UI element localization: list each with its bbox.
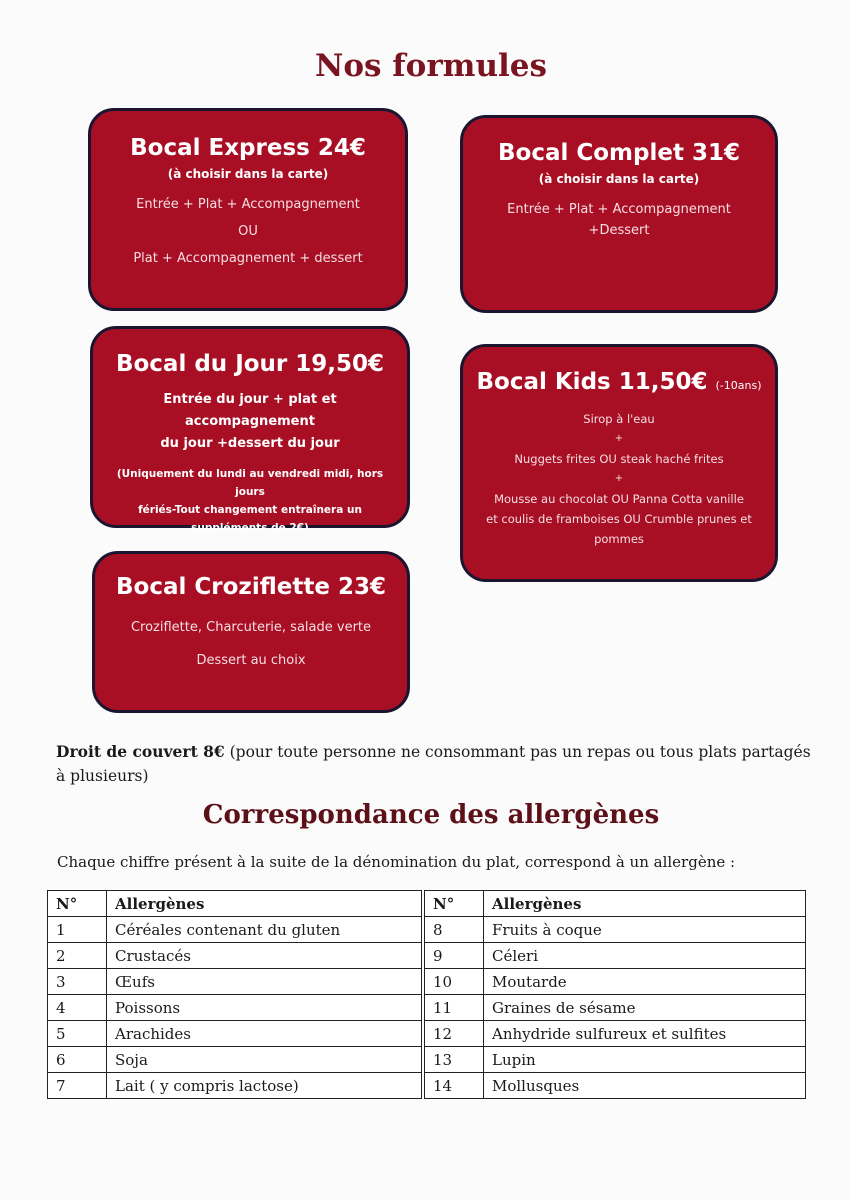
formule-card-kids: [460, 344, 778, 582]
table-row: [425, 969, 806, 995]
allergen-name: Lait ( y compris lactose): [107, 1073, 422, 1099]
table-row: [425, 995, 806, 1021]
allergen-name: Poissons: [107, 995, 422, 1021]
table-row: [48, 943, 422, 969]
allergen-number: 11: [425, 995, 484, 1021]
allergen-name: Soja: [107, 1047, 422, 1073]
allergens-title: Correspondance des allergènes: [202, 800, 660, 830]
formule-item: Mousse au chocolat OU Panna Cotta vanille: [494, 492, 744, 506]
table-row: [48, 969, 422, 995]
formule-note: (Uniquement du lundi au vendredi midi, hors jours: [116, 468, 384, 498]
formule-line: Croziflette, Charcuterie, salade verte: [130, 620, 372, 635]
formule-name: Bocal Croziflette 23€: [116, 574, 386, 600]
allergen-name: Mollusques: [484, 1073, 806, 1099]
allergen-number: 7: [48, 1073, 107, 1099]
allergen-number: 1: [48, 917, 107, 943]
allergen-name: Crustacés: [107, 943, 422, 969]
formule-card-complet: [460, 115, 778, 313]
allergen-number: 13: [425, 1047, 484, 1073]
couvert-notice: [56, 740, 816, 788]
table-row: [425, 1073, 806, 1099]
column-header-number: N°: [425, 891, 484, 917]
allergen-number: 8: [425, 917, 484, 943]
formule-subtitle: (à choisir dans la carte): [538, 172, 700, 186]
table-header-row: [425, 891, 806, 917]
table-row: [48, 995, 422, 1021]
allergen-number: 12: [425, 1021, 484, 1047]
column-header-allergen: Allergènes: [484, 891, 806, 917]
table-row: [425, 1047, 806, 1073]
allergens-intro: Chaque chiffre présent à la suite de la dénomination du plat, correspond à un allergène :: [57, 853, 736, 871]
formule-item: Sirop à l'eau: [583, 412, 655, 426]
table-row: [48, 1021, 422, 1047]
formule-note: suppléments de 2€): [191, 522, 309, 534]
table-header-row: [48, 891, 422, 917]
table-row: [48, 1073, 422, 1099]
formule-line: Entrée + Plat + Accompagnement: [136, 197, 360, 212]
formule-item: et coulis de framboises OU Crumble prunes et: [486, 512, 752, 526]
allergen-number: 3: [48, 969, 107, 995]
formule-name: Bocal Complet 31€: [498, 140, 740, 166]
allergen-number: 5: [48, 1021, 107, 1047]
table-row: [425, 943, 806, 969]
formule-name: Bocal du Jour 19,50€: [115, 351, 385, 377]
couvert-label: Droit de couvert 8€: [56, 742, 225, 761]
allergen-number: 6: [48, 1047, 107, 1073]
formule-line: Entrée + Plat + Accompagnement: [507, 202, 731, 217]
formule-card-croziflette: [92, 551, 410, 713]
allergen-name: Céréales contenant du gluten: [107, 917, 422, 943]
formule-age: (-10ans): [715, 379, 762, 392]
formule-line: +Dessert: [588, 223, 650, 238]
formule-name: Bocal Express 24€: [130, 135, 366, 161]
allergen-number: 2: [48, 943, 107, 969]
formule-item: pommes: [594, 532, 644, 546]
page-title: Nos formules: [315, 48, 547, 84]
allergens-table-right: [424, 890, 806, 1099]
allergen-name: Œufs: [107, 969, 422, 995]
allergen-name: Anhydride sulfureux et sulfites: [484, 1021, 806, 1047]
formule-card-jour: [90, 326, 410, 534]
allergen-name: Graines de sésame: [484, 995, 806, 1021]
table-row: [425, 1021, 806, 1047]
table-row: [48, 917, 422, 943]
formule-name: [475, 369, 763, 395]
column-header-number: N°: [48, 891, 107, 917]
plus-sign: +: [614, 433, 624, 444]
formule-line: Dessert au choix: [196, 653, 306, 668]
formule-line: Entrée du jour + plat et accompagnement: [163, 392, 337, 429]
allergens-table-left: [47, 890, 422, 1099]
formule-item: Nuggets frites OU steak haché frites: [514, 452, 724, 466]
allergen-name: Lupin: [484, 1047, 806, 1073]
plus-sign: +: [614, 473, 624, 484]
allergen-number: 4: [48, 995, 107, 1021]
formule-name-text: Bocal Kids 11,50€: [476, 369, 708, 395]
formule-note: fériés-Tout changement entraînera un: [138, 504, 362, 516]
allergen-name: Fruits à coque: [484, 917, 806, 943]
formule-or: OU: [238, 224, 258, 239]
formule-line: du jour +dessert du jour: [160, 436, 340, 451]
allergen-number: 10: [425, 969, 484, 995]
formule-line: Plat + Accompagnement + dessert: [133, 251, 363, 266]
formule-card-express: [88, 108, 408, 311]
allergen-name: Céleri: [484, 943, 806, 969]
formule-subtitle: (à choisir dans la carte): [167, 167, 329, 181]
table-row: [48, 1047, 422, 1073]
column-header-allergen: Allergènes: [107, 891, 422, 917]
allergen-number: 14: [425, 1073, 484, 1099]
table-row: [425, 917, 806, 943]
couvert-text: (pour toute personne ne consommant pas un repas ou tous plats partagés à plusieurs): [56, 743, 811, 785]
allergen-name: Moutarde: [484, 969, 806, 995]
allergen-number: 9: [425, 943, 484, 969]
allergen-name: Arachides: [107, 1021, 422, 1047]
